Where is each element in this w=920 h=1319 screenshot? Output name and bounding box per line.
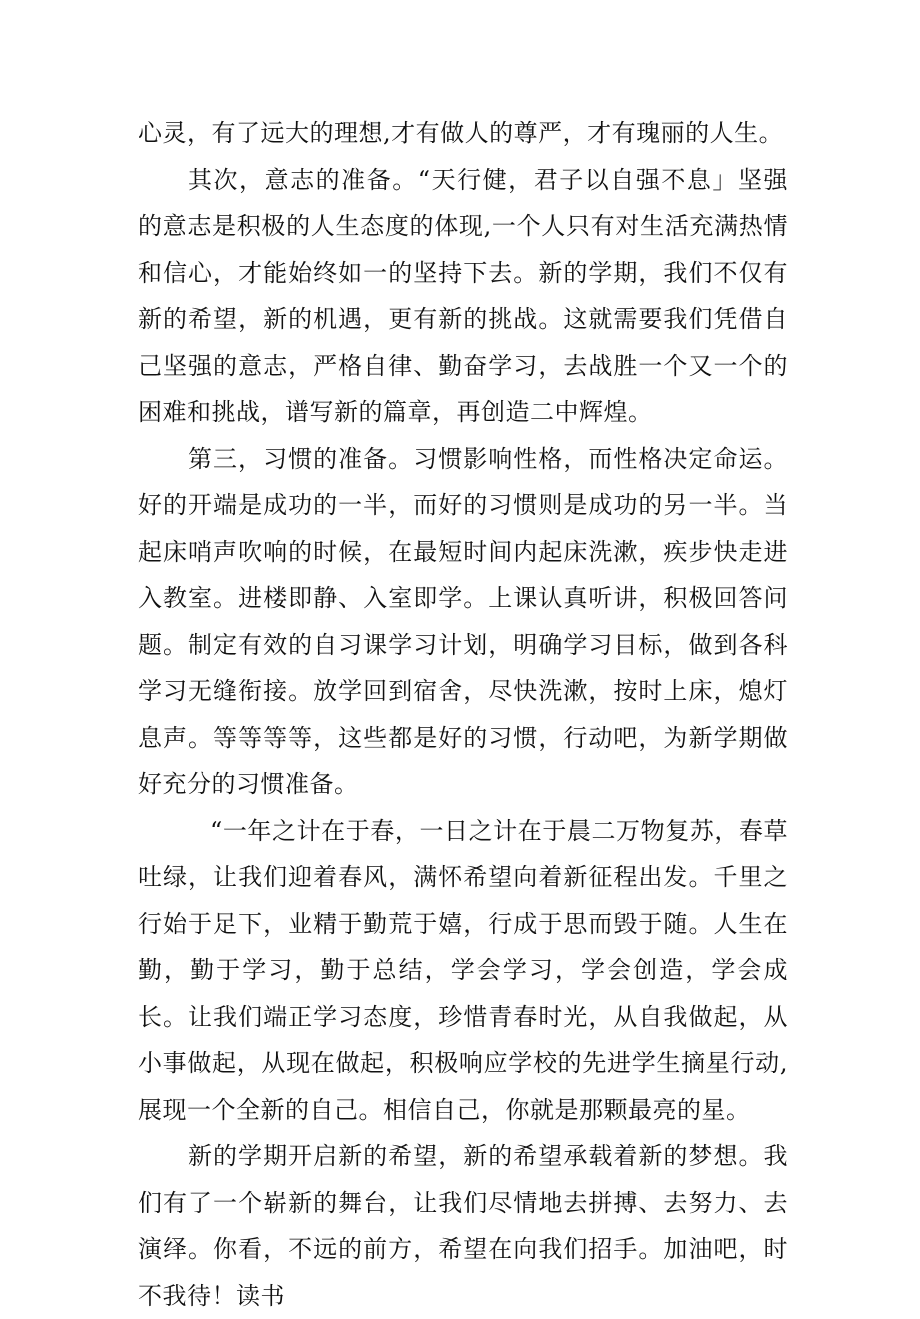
body-text (138, 110, 788, 1319)
paragraph-spring-quote: “一年之计在于春，一日之计在于晨二万物复苏，春草吐绿，让我们迎着春风，满怀希望向着新征程出发。千里之行始于足下，业精于勤荒于嬉，行成于思而毁于随。人生在勤，勤于学习，勤于总结，学会学习，学会创造，学会成长。让我们端正学习态度，珍惜青春时光，从自我做起，从小事做起，从现在做起，积极响应学校的先进学生摘星行动,展现一个全新的自己。相信自己，你就是那颗最亮的星。 (138, 816, 788, 1124)
paragraph-continuation: 心灵，有了远大的理想,才有做人的尊严，才有瑰丽的人生。 (138, 119, 784, 147)
paragraph-new-semester: 新的学期开启新的希望，新的希望承载着新的梦想。我们有了一个崭新的舞台，让我们尽情地去拼搏、去努力、去演绎。你看，不远的前方，希望在向我们招手。加油吧，时不我待！读书 (138, 1142, 788, 1310)
paragraph-habits: 第三，习惯的准备。习惯影响性格，而性格决定命运。好的开端是成功的一半，而好的习惯则是成功的另一半。当起床哨声吹响的时候，在最短时间内起床洗漱，疾步快走进入教室。进楼即静、入室即学。上课认真听讲，积极回答问题。制定有效的自习课学习计划，明确学习目标，做到各科学习无缝衔接。放学回到宿舍，尽快洗漱，按时上床，熄灯息声。等等等等，这些都是好的习惯，行动吧，为新学期做好充分的习惯准备。 (138, 444, 788, 798)
paragraph-willpower: 其次，意志的准备。“天行健，君子以自强不息」坚强的意志是积极的人生态度的体现,一个人只有对生活充满热情和信心，才能始终如一的坚持下去。新的学期，我们不仅有新的希望，新的机遇，更有新的挑战。这就需要我们凭借自己坚强的意志，严格自律、勤奋学习，去战胜一个又一个的困难和挑战，谱写新的篇章，再创造二中辉煌。 (138, 165, 788, 426)
